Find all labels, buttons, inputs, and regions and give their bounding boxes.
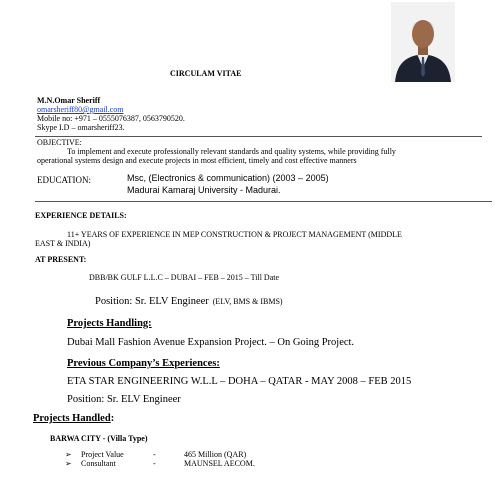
- projects-handling-heading: Projects Handling:: [67, 318, 152, 329]
- present-position: [95, 291, 283, 309]
- project-value-sep: -: [153, 450, 156, 459]
- divider-experience: [35, 201, 492, 202]
- project-value: 465 Million (QAR): [184, 450, 247, 459]
- previous-experience-heading: Previous Company’s Experiences:: [67, 358, 220, 369]
- project-bullet: ➢: [65, 450, 72, 459]
- candidate-name: M.N.Omar Sheriff: [37, 96, 101, 105]
- experience-label: EXPERIENCE DETAILS:: [35, 211, 127, 220]
- consultant-key: Consultant: [81, 459, 116, 468]
- project-bullet: ➢: [65, 459, 72, 468]
- objective-label: OBJECTIVE:: [37, 138, 82, 147]
- skype-id: Skype I.D – omarsheriff23.: [37, 123, 125, 132]
- present-position-label: Position: Sr. ELV Engineer: [95, 296, 209, 307]
- person-photo-icon: [391, 2, 455, 82]
- education-label: EDUCATION:: [37, 175, 91, 185]
- email-link[interactable]: omarsheriff80@gmail.com: [37, 105, 124, 114]
- project-value-key: Project Value: [81, 450, 124, 459]
- mobile-numbers: Mobile no: +971 – 0555076387, 0563790520.: [37, 114, 185, 123]
- consultant-value: MAUNSEL AECOM.: [184, 459, 255, 468]
- projects-handled-heading: [33, 413, 114, 424]
- objective-line-1: To implement and execute professionally relevant standards and quality systems, while providing fully: [67, 147, 396, 156]
- projects-handled-colon: :: [110, 413, 115, 424]
- previous-company: ETA STAR ENGINEERING W.L.L – DOHA – QATAR - MAY 2008 – FEB 2015: [67, 376, 412, 387]
- projects-handled-label: Projects Handled: [33, 413, 111, 424]
- experience-summary-line-2: EAST & INDIA): [35, 239, 91, 248]
- consultant-sep: -: [153, 459, 156, 468]
- experience-summary-line-1: 11+ YEARS OF EXPERIENCE IN MEP CONSTRUCTION & PROJECT MANAGEMENT (MIDDLE: [67, 230, 402, 239]
- present-company: DBB/BK GULF L.L.C – DUBAI – FEB – 2015 – Till Date: [89, 273, 280, 282]
- education-degree: Msc, (Electronics & communication) (2003 – 2005): [127, 173, 329, 183]
- present-label: AT PRESENT:: [35, 255, 87, 264]
- previous-position: Position: Sr. ELV Engineer: [67, 394, 181, 405]
- present-position-detail: (ELV, BMS & IBMS): [212, 297, 283, 306]
- profile-photo: [391, 2, 455, 82]
- education-university: Madurai Kamaraj University - Madurai.: [127, 185, 281, 195]
- document-title: CIRCULAM VITAE: [170, 69, 242, 78]
- divider-objective: [35, 136, 482, 137]
- objective-line-2: operational systems design and execute projects in most efficient, timely and cost effective manners: [37, 156, 357, 165]
- project-title: BARWA CITY - (Villa Type): [50, 434, 148, 443]
- projects-handling-item: Dubai Mall Fashion Avenue Expansion Project. – On Going Project.: [67, 337, 355, 348]
